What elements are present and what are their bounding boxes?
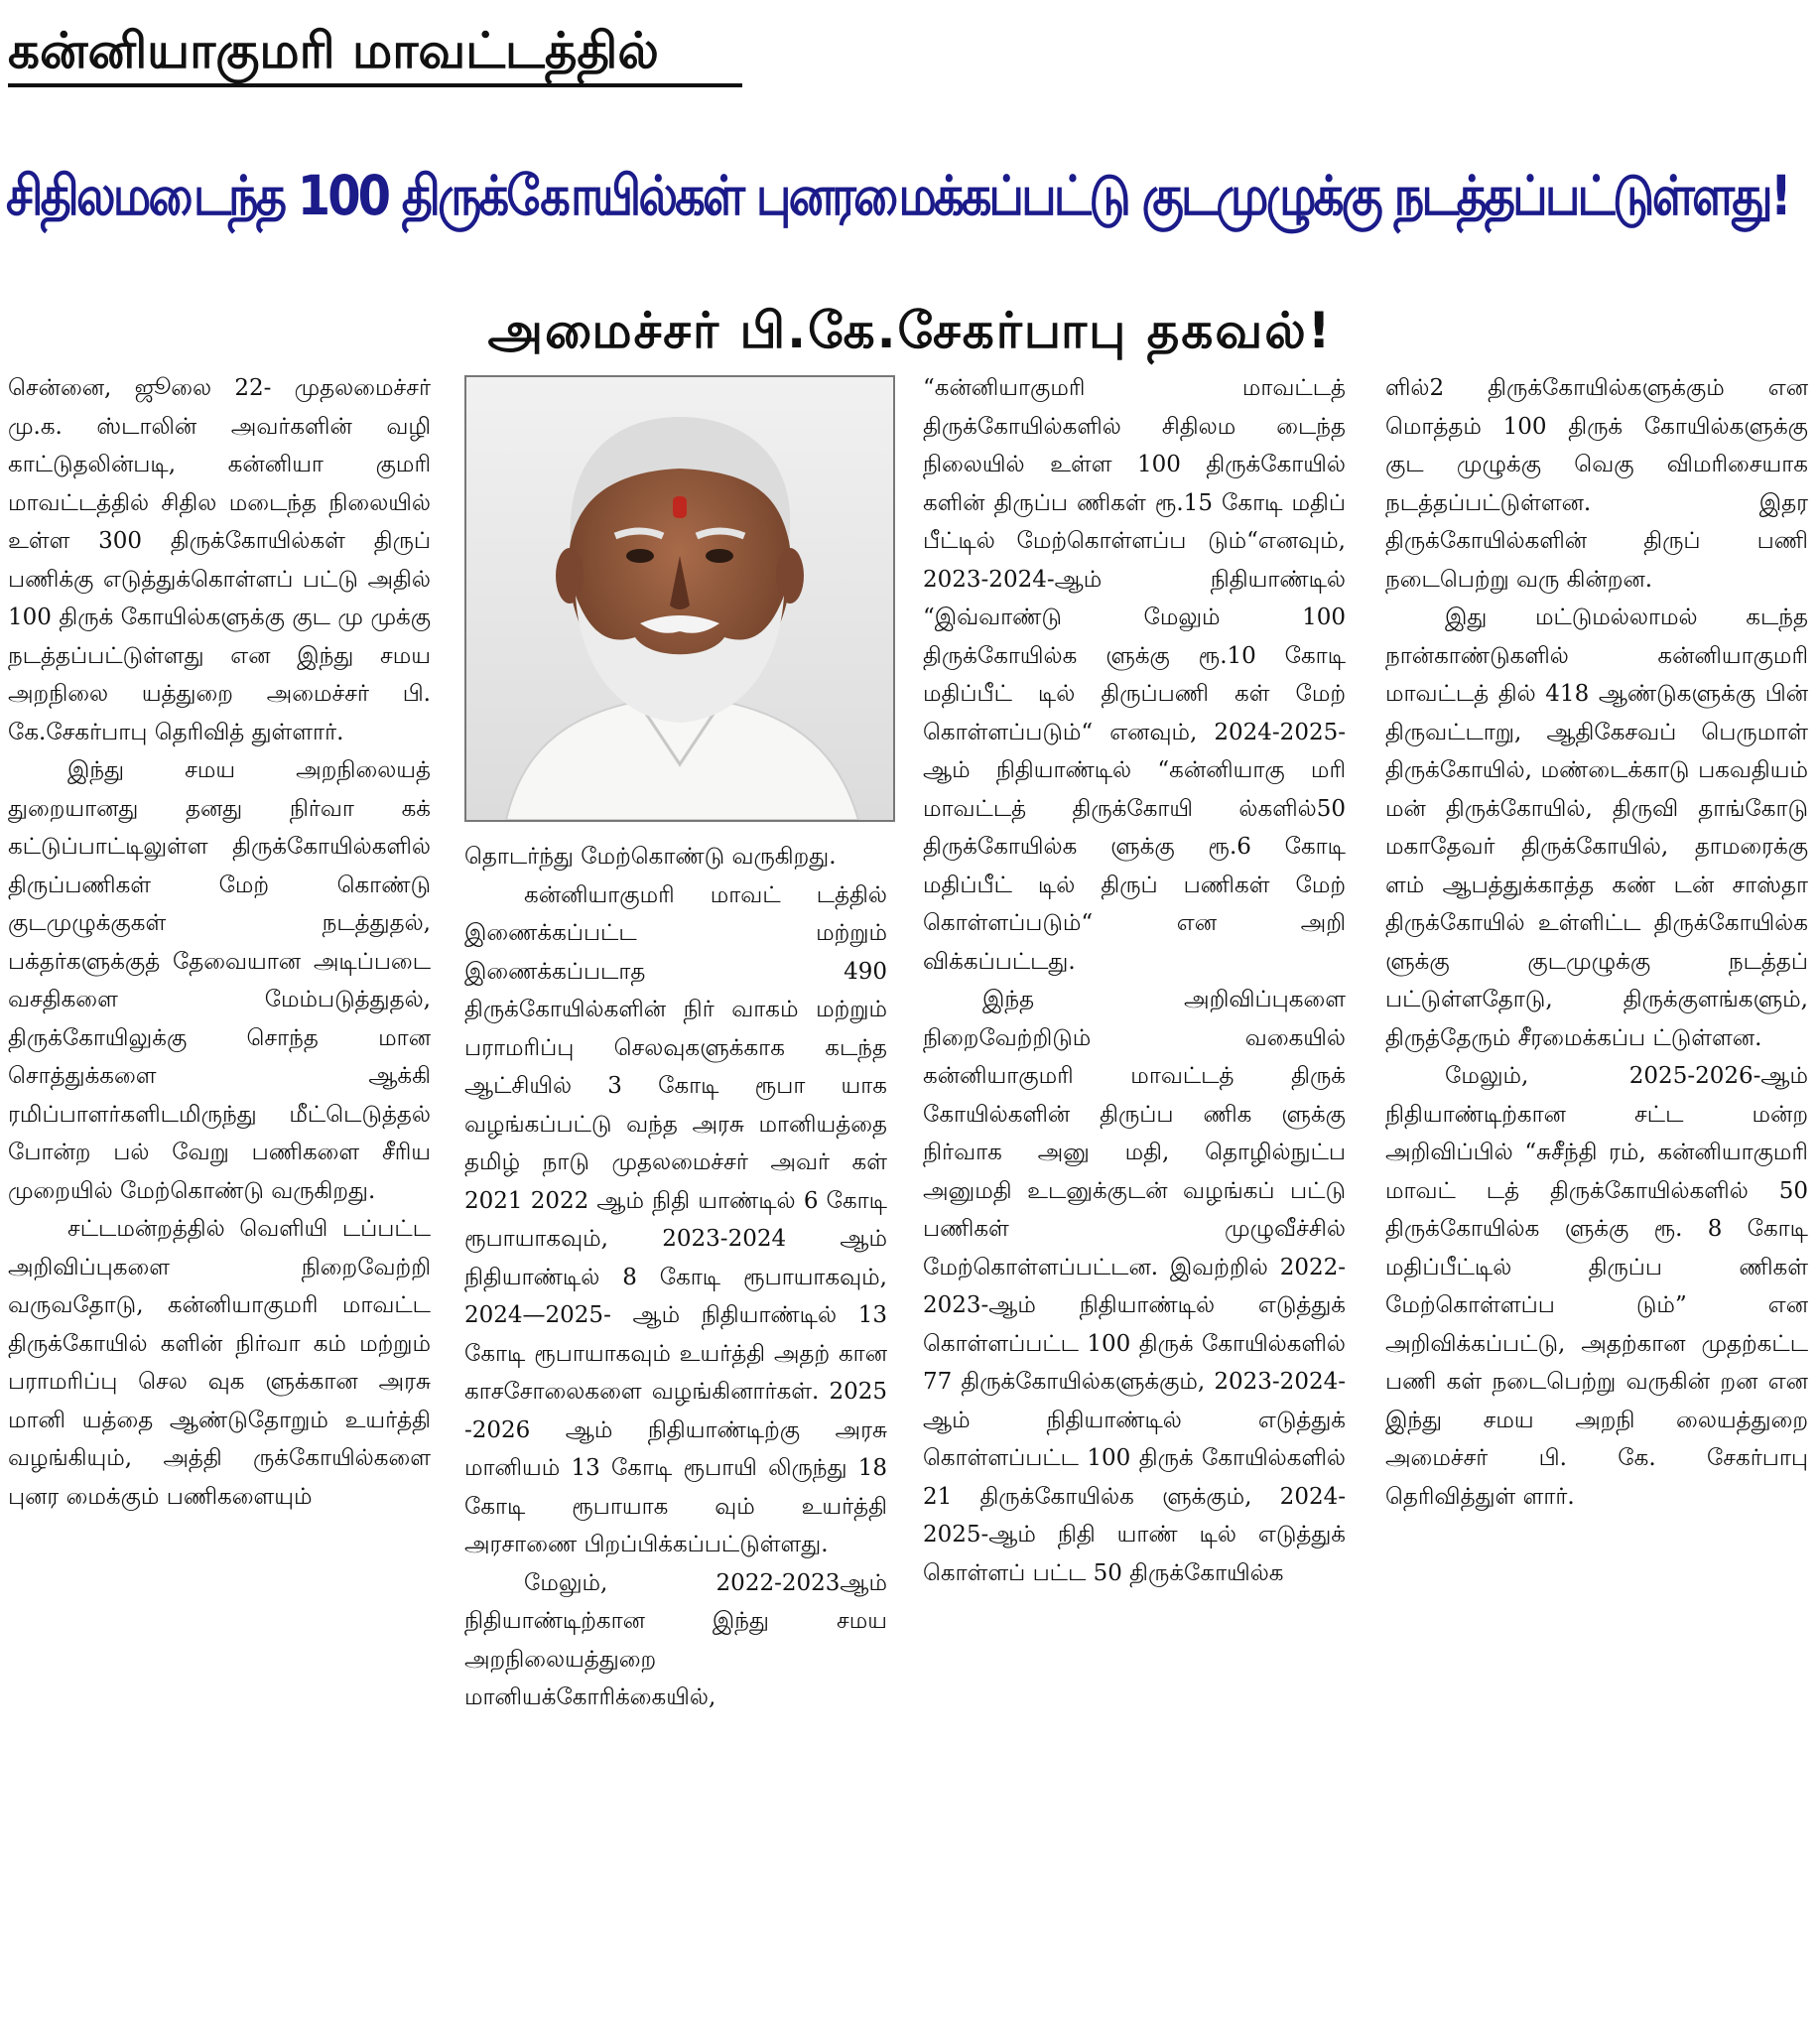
paragraph: இந்த அறிவிப்புகளை நிறைவேற்றிடும் வகையில் கன்னியாகுமரி மாவட்டத் திருக் கோயில்களின் திருப்ப ணிக ளுக்கு நிர்வாக அனு மதி, தொழில்நுட்ப அனுமதி உடனுக்குடன் வழங்கப் பட்டு பணிகள் முழுவீச்சில் மேற்கொள்ளப்பட்டன. இவற்றில் 2022-2023-ஆம் நிதியாண்டில் எடுத்துக் கொள்ளப்பட்ட 100 திருக் கோயில்களில் 77 திருக்கோயில்களுக்கும், 2023-2024-ஆம் நிதியாண்டில் எடுத்துக் கொள்ளப்பட்ட 100 திருக் கோயில்களில் 21 திருக்கோயில்க ளுக்கும், 2024-2025-ஆம் நிதி யாண் டில் எடுத்துக் கொள்ளப் பட்ட 50 திருக்கோயில்க [923,987,1346,1586]
paragraph: மேலும், 2025-2026-ஆம் நிதியாண்டிற்கான சட்ட மன்ற அறிவிப்பில் “சுசீந்தி ரம், கன்னியாகுமரி மாவட் டத் திருக்கோயில்களில் 50 திருக்கோயில்க ளுக்கு ரூ. 8 கோடி மதிப்பீட்டில் திருப்ப ணிகள் மேற்கொள்ளப்ப டும்” என அறிவிக்கப்பட்டு, அதற்கான முதற்கட்ட பணி கள் நடைபெற்று வருகின் றன என இந்து சமய அறநி லையத்துறை அமைச்சர் பி. கே. சேகர்பாபு தெரிவித்துள் ளார். [1385,1063,1808,1510]
minister-photo [464,375,895,822]
paragraph: இது மட்டுமல்லாமல் கடந்த நான்காண்டுகளில் கன்னியாகுமரி மாவட்டத் தில் 418 ஆண்டுகளுக்கு பின் திருவட்டாறு, ஆதிகேசவப் பெருமாள் திருக்கோயில், மண்டைக்காடு பகவதியம் மன் திருக்கோயில், திருவி தாங்கோடு மகாதேவர் திருக்கோயில், தாமரைக்கு ளம் ஆபத்துக்காத்த கண் டன் சாஸ்தா திருக்கோயில் உள்ளிட்ட திருக்கோயில்க ளுக்கு குடமுழுக்கு நடத்தப் பட்டுள்ளதோடு, திருக்குளங்களும், திருத்தேரும் சீரமைக்கப்ப ட்டுள்ளன. [1385,605,1808,1051]
paragraph: “கன்னியாகுமரி மாவட்டத் திருக்கோயில்களில் சிதிலம டைந்த நிலையில் உள்ள 100 திருக்கோயில் களின் திருப்ப ணிகள் ரூ.15 கோடி மதிப் பீட்டில் மேற்கொள்ளப்ப டும்“எனவும், 2023-2024-ஆம் நிதியாண்டில் “இவ்வாண்டு மேலும் 100 திருக்கோயில்க ளுக்கு ரூ.10 கோடி மதிப்பீட் டில் திருப்பணி கள் மேற் கொள்ளப்படும்“ எனவும், 2024-2025-ஆம் நிதியாண்டில் “கன்னியாகு மரி மாவட்டத் திருக்கோயி ல்களில்50 திருக்கோயில்க ளுக்கு ரூ.6 கோடி மதிப்பீட் டில் திருப் பணிகள் மேற் கொள்ளப்படும்“ என அறி விக்கப்பட்டது. [923,375,1346,975]
main-headline: சிதிலமடைந்த 100 திருக்கோயில்கள் புனரமைக்கப்பட்டு குடமுழுக்கு நடத்தப்பட்டுள்ளது! [6,164,1789,228]
portrait-image [466,377,893,820]
paragraph: இந்து சமய அறநிலையத் துறையானது தனது நிர்வா கக் கட்டுப்பாட்டிலுள்ள திருக்கோயில்களில் திருப்பணிகள் மேற் கொண்டு குடமுழுக்குகள் நடத்துதல், பக்தர்களுக்குத் தேவையான அடிப்படை வசதிகளை மேம்படுத்துதல், திருக்கோயிலுக்கு சொந்த மான சொத்துக்களை ஆக்கி ரமிப்பாளர்களிடமிருந்து மீட்டெடுத்தல் போன்ற பல் வேறு பணிகளை சீரிய முறையில் மேற்கொண்டு வருகிறது. [8,757,431,1204]
paragraph: மேலும், 2022-2023ஆம் நிதியாண்டிற்கான இந்து சமய அறநிலையத்துறை மானியக்கோரிக்கையில், [464,1569,887,1710]
article-column-4 [1385,369,1808,2007]
paragraph: தொடர்ந்து மேற்கொண்டு வருகிறது. [464,844,837,870]
paragraph: சட்டமன்றத்தில் வெளியி டப்பட்ட அறிவிப்புகளை நிறைவேற்றி வருவதோடு, கன்னியாகுமரி மாவட்ட திருக்கோயில் களின் நிர்வா கம் மற்றும் பராமரிப்பு செல வுக ளுக்கான அரசு மானி யத்தை ஆண்டுதோறும் உயர்த்தி வழங்கியும், அத்தி ருக்கோயில்களை புனர மைக்கும் பணிகளையும் [8,1216,431,1510]
article-column-1 [8,369,431,2007]
paragraph: சென்னை, ஜூலை 22- முதலமைச்சர் மு.க. ஸ்டாலின் அவர்களின் வழி காட்டுதலின்படி, கன்னியா குமரி மாவட்டத்தில் சிதில மடைந்த நிலையில் உள்ள 300 திருக்கோயில்கள் திருப் பணிக்கு எடுத்துக்கொள்ளப் பட்டு அதில் 100 திருக் கோயில்களுக்கு குட மு முக்கு நடத்தப்பட்டுள்ளது என இந்து சமய அறநிலை யத்துறை அமைச்சர் பி. கே.சேகர்பாபு தெரிவித் துள்ளார். [8,375,431,745]
article-column-3 [923,369,1346,2007]
subheadline: அமைச்சர் பி.கே.சேகர்பாபு தகவல்! [487,302,1333,359]
paragraph: கன்னியாகுமரி மாவட் டத்தில் இணைக்கப்பட்ட மற்றும் இணைக்கப்படாத 490 திருக்கோயில்களின் நிர் வாகம் மற்றும் பராமரிப்பு செலவுகளுக்காக கடந்த ஆட்சியில் 3 கோடி ரூபா யாக வழங்கப்பட்டு வந்த அரசு மானியத்தை தமிழ் நாடு முதலமைச்சர் அவர் கள் 2021 2022 ஆம் நிதி யாண்டில் 6 கோடி ரூபாயாகவும், 2023-2024 ஆம் நிதியாண்டில் 8 கோடி ரூபாயாகவும், 2024—2025- ஆம் நிதியாண்டில் 13 கோடி ரூபாயாகவும் உயர்த்தி அதற் கான காசசோலைகளை வழங்கினார்கள். 2025 -2026 ஆம் நிதியாண்டிற்கு அரசு மானியம் 13 கோடி ரூபாயி லிருந்து 18 கோடி ரூபாயாக வும் உயர்த்தி அரசாணை பிறப்பிக்கப்பட்டுள்ளது. [464,881,887,1557]
kicker-heading: கன்னியாகுமரி மாவட்டத்தில் [8,18,742,87]
paragraph: ளில்2 திருக்கோயில்களுக்கும் என மொத்தம் 100 திருக் கோயில்களுக்கு குட முழுக்கு வெகு விமரிசையாக நடத்தப்பட்டுள்ளன. இதர திருக்கோயில்களின் திருப் பணி நடைபெற்று வரு கின்றன. [1385,375,1808,593]
article-column-2 [464,838,887,2009]
